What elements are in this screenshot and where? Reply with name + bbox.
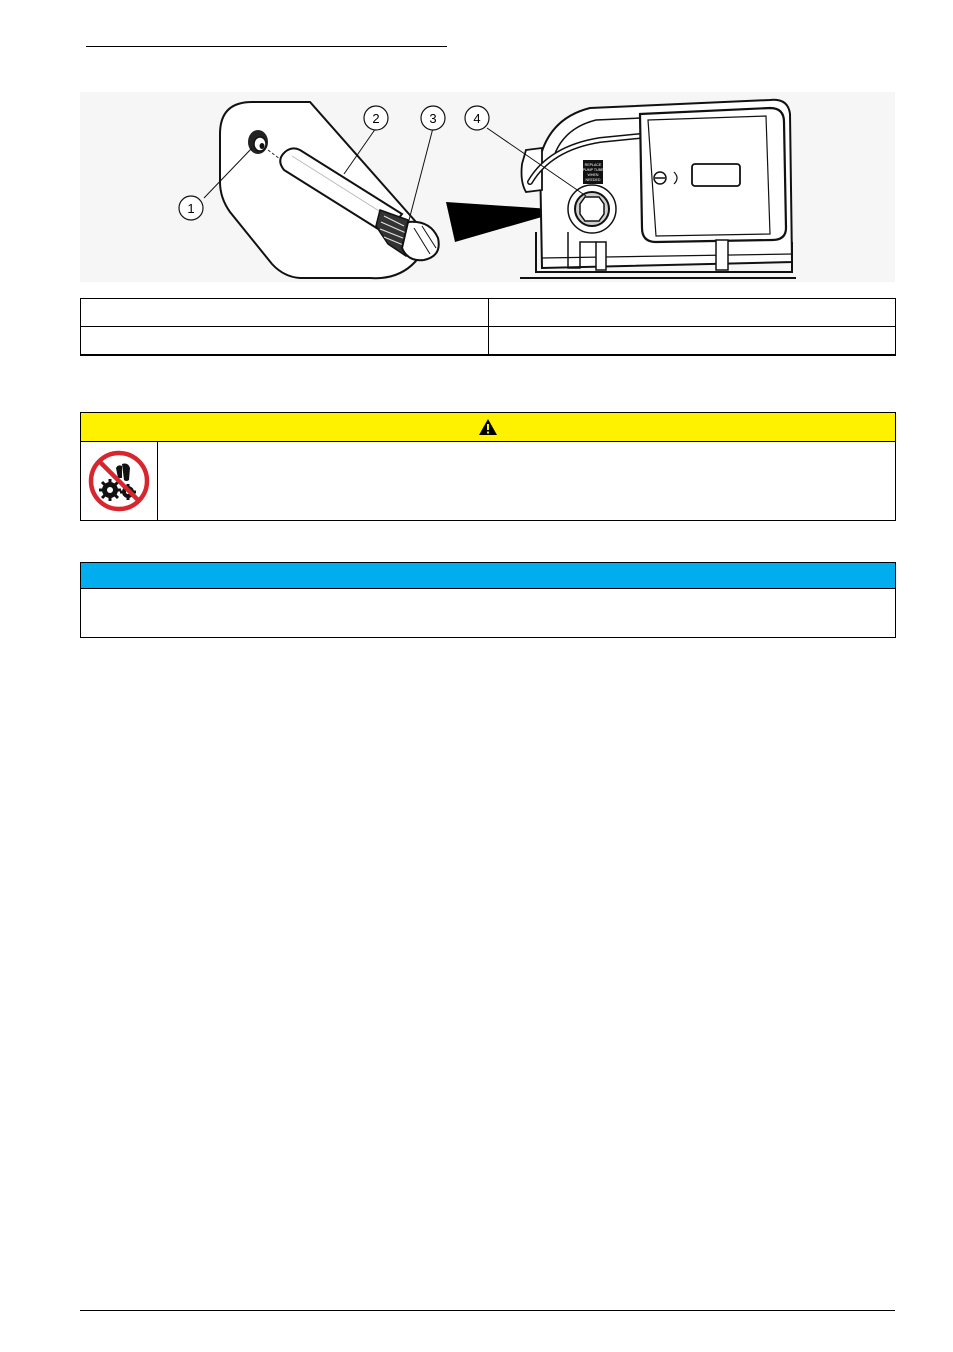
caution-box (80, 412, 896, 521)
callout-4 (465, 106, 489, 130)
table-row (81, 299, 896, 327)
svg-text:3: 3 (429, 111, 437, 126)
table-row (81, 327, 896, 356)
callout-2 (364, 106, 388, 130)
panel-label-line-2: PUMP TUBE (582, 168, 604, 172)
svg-text:1: 1 (187, 201, 195, 216)
footer-rule (80, 1310, 895, 1311)
panel-label-line-4: NEEDED (585, 178, 601, 182)
legend-cell (81, 299, 489, 327)
pump-illustration (80, 92, 895, 282)
notice-box (80, 562, 896, 638)
callout-1 (179, 196, 203, 220)
notice-header (81, 563, 895, 589)
svg-text:4: 4 (473, 111, 481, 126)
caution-icon-cell (81, 442, 158, 520)
caution-header (81, 413, 895, 442)
caution-text (158, 442, 895, 520)
panel-label-line-1: REPLACE (584, 163, 602, 167)
legend-cell (81, 327, 489, 356)
panel-label-line-3: WHEN (587, 173, 599, 177)
header-rule (86, 46, 447, 47)
legend-table (80, 298, 896, 356)
callout-3 (421, 106, 445, 130)
no-hands-in-rotating-gears-icon (88, 450, 150, 512)
pump-housing (520, 100, 796, 278)
notice-text (81, 589, 895, 605)
legend-cell (488, 327, 896, 356)
svg-text:2: 2 (372, 111, 380, 126)
warning-triangle-icon (478, 418, 498, 436)
pump-figure (80, 92, 895, 282)
legend-cell (488, 299, 896, 327)
